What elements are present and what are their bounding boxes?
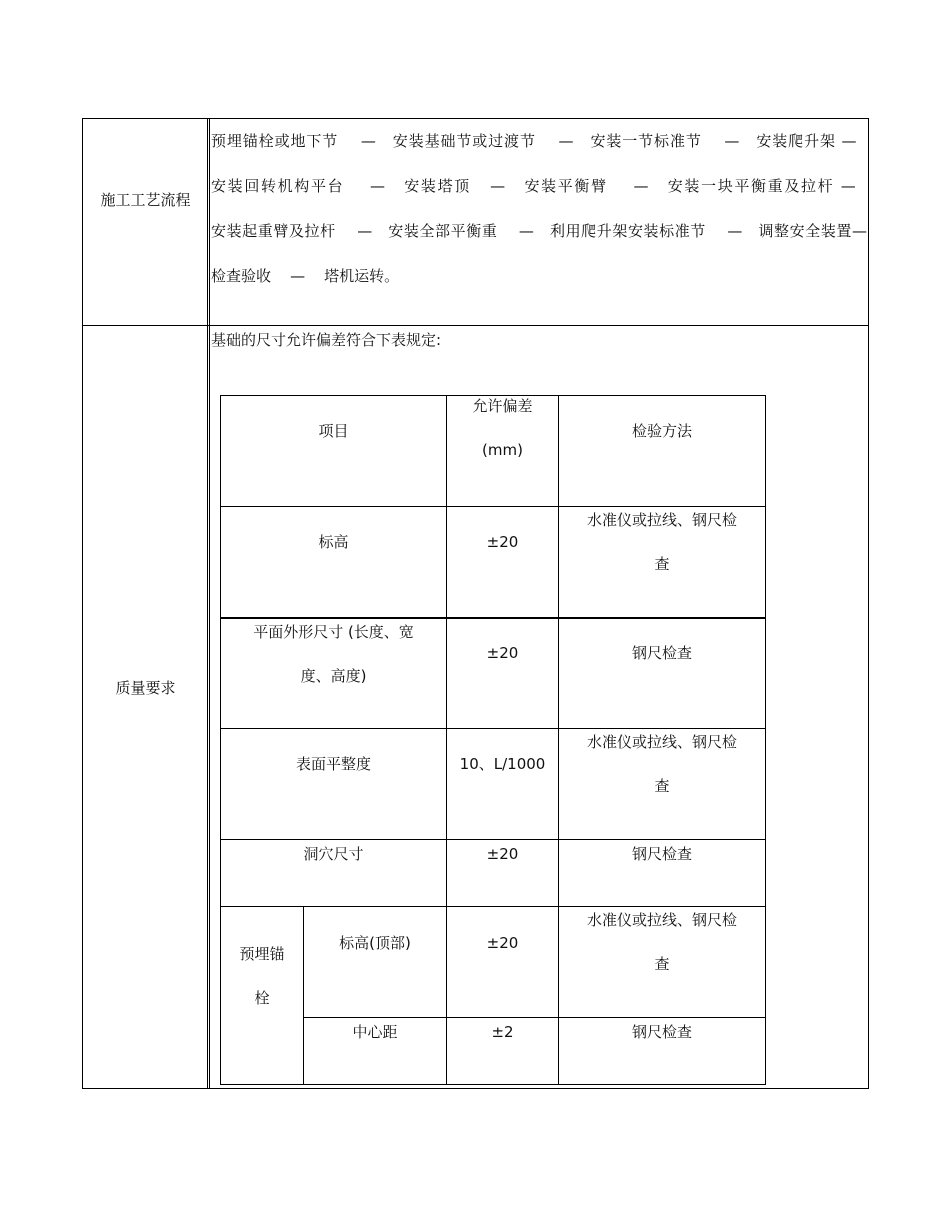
table-row-line	[303, 1017, 765, 1018]
process-label: 施工工艺流程	[100, 191, 191, 209]
group-label-line1: 预埋锚	[239, 945, 285, 963]
cell-tolerance: 10、L/1000	[459, 755, 546, 773]
main-table	[82, 118, 869, 1089]
process-separator: —	[357, 222, 373, 240]
header-method: 检验方法	[631, 422, 692, 440]
process-separator: —	[518, 222, 534, 240]
process-step: 检查验收	[211, 267, 272, 285]
group-label	[221, 932, 303, 1020]
process-step: 安装一节标准节	[590, 132, 702, 150]
cell-item: 标高	[318, 533, 349, 551]
cell-method	[559, 720, 765, 808]
process-step: 安装全部平衡重	[388, 222, 498, 240]
cell-item-line1: 平面外形尺寸 (长度、宽	[253, 623, 414, 641]
process-step: 塔机运转。	[324, 267, 400, 285]
process-step: 调整安全装置	[758, 222, 853, 240]
process-step: 安装爬升架	[756, 132, 836, 150]
process-step: 预埋锚栓或地下节	[211, 132, 339, 150]
cell-method: 钢尺检查	[631, 644, 692, 662]
cell-item: 中心距	[352, 1023, 398, 1041]
process-step: 安装一块平衡重及拉杆	[667, 177, 835, 195]
cell-method-line1: 水准仪或拉线、钢尺检	[586, 911, 737, 929]
cell-item-line2: 度、高度)	[300, 667, 367, 685]
process-step: 安装平衡臂	[524, 177, 608, 195]
cell-item	[221, 610, 446, 698]
cell-item: 标高(顶部)	[339, 934, 411, 952]
process-separator: —	[558, 132, 574, 150]
header-tolerance	[447, 384, 558, 472]
column-divider	[207, 119, 208, 1088]
cell-method: 钢尺检查	[631, 1023, 692, 1041]
header-item: 项目	[318, 422, 349, 440]
cell-method	[559, 498, 765, 586]
quality-label: 质量要求	[115, 679, 176, 697]
process-separator: —	[852, 222, 868, 240]
table-col-line	[446, 396, 447, 1084]
process-step: 安装塔顶	[404, 177, 471, 195]
cell-method: 钢尺检查	[631, 845, 692, 863]
quality-intro: 基础的尺寸允许偏差符合下表规定:	[211, 331, 442, 349]
table-row-line	[221, 839, 765, 840]
process-separator: —	[490, 177, 506, 195]
cell-method-line2: 查	[654, 555, 670, 573]
process-separator: —	[369, 177, 385, 195]
process-separator: —	[840, 177, 856, 195]
cell-tolerance: ±20	[486, 934, 519, 952]
cell-method-line2: 查	[654, 777, 670, 795]
cell-item: 洞穴尺寸	[303, 845, 364, 863]
header-tolerance-line2: (mm)	[482, 441, 523, 459]
cell-item: 表面平整度	[295, 755, 371, 773]
tolerance-table	[220, 395, 766, 1085]
process-separator: —	[360, 132, 376, 150]
process-step: 安装基础节或过渡节	[392, 132, 536, 150]
process-step: 安装起重臂及拉杆	[211, 222, 336, 240]
header-tolerance-line1: 允许偏差	[472, 397, 533, 415]
cell-method-line2: 查	[654, 955, 670, 973]
cell-tolerance: ±2	[491, 1023, 514, 1041]
process-separator: —	[727, 222, 743, 240]
group-label-line2: 栓	[254, 989, 270, 1007]
cell-tolerance: ±20	[486, 533, 519, 551]
column-divider-inner	[209, 119, 210, 1088]
cell-method	[559, 898, 765, 986]
process-separator: —	[724, 132, 740, 150]
process-step: 安装回转机构平台	[211, 177, 345, 195]
process-separator: —	[633, 177, 649, 195]
cell-tolerance: ±20	[486, 845, 519, 863]
process-step: 利用爬升架安装标准节	[549, 222, 706, 240]
row-divider	[83, 325, 868, 326]
cell-method-line1: 水准仪或拉线、钢尺检	[586, 733, 737, 751]
process-separator: —	[290, 267, 306, 285]
process-flow-text	[211, 119, 867, 299]
process-separator: —	[841, 132, 857, 150]
cell-tolerance: ±20	[486, 644, 519, 662]
cell-method-line1: 水准仪或拉线、钢尺检	[586, 511, 737, 529]
